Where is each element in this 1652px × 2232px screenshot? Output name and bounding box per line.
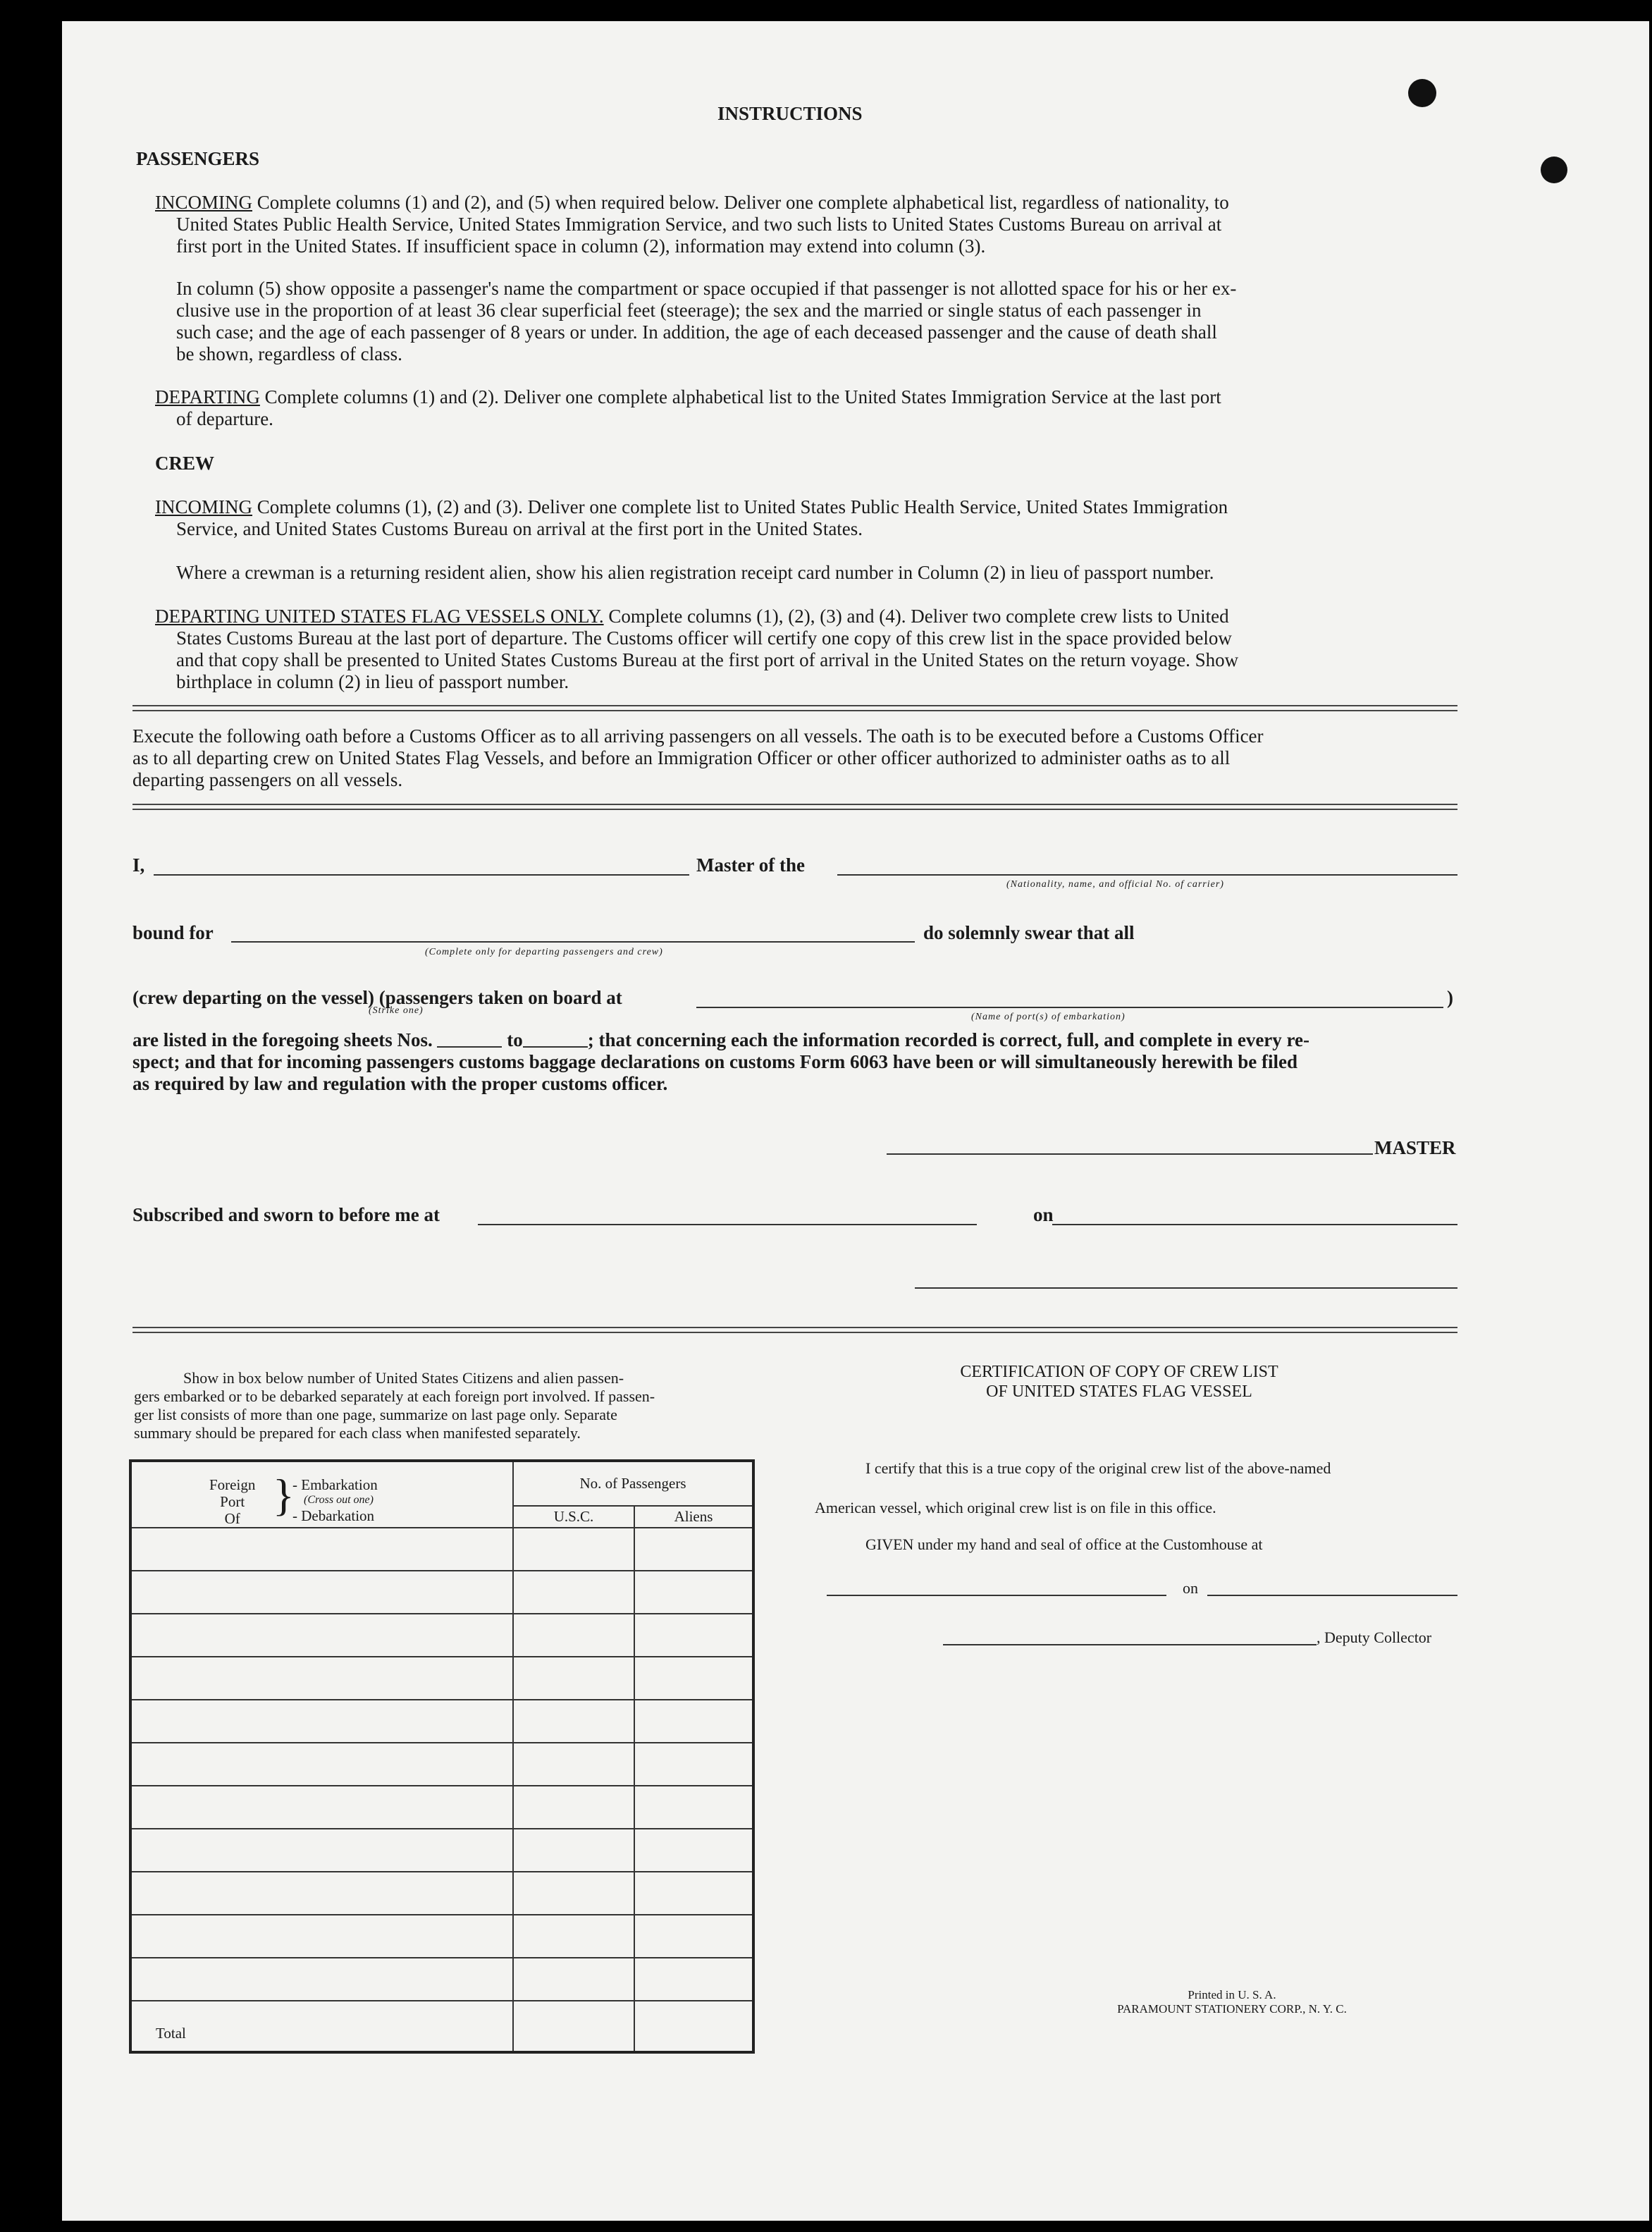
page-title: INSTRUCTIONS	[717, 103, 863, 124]
deputy-collector-label: , Deputy Collector	[1317, 1629, 1432, 1646]
section-divider-2	[132, 804, 1457, 810]
carrier-field[interactable]	[837, 874, 1457, 876]
crew-departing-text1: Complete columns (1), (2), (3) and (4). Deliver two complete crew lists to United	[608, 606, 1229, 627]
summary-note-line2: gers embarked or to be debarked separately at each foreign port involved. If passen-	[134, 1387, 655, 1405]
listed-rest-label: ; that concerning each the information recorded is correct, full, and complete in every re-	[587, 1029, 1310, 1050]
port-header-cell	[130, 1461, 513, 1528]
col-embarkation: - Embarkation	[292, 1476, 378, 1493]
usc-cell[interactable]	[513, 1958, 634, 2001]
column5-line4: be shown, regardless of class.	[176, 343, 402, 364]
col-cross-out: (Cross out one)	[304, 1494, 374, 1506]
aliens-cell[interactable]	[634, 1915, 753, 1958]
customhouse-field[interactable]	[827, 1595, 1166, 1596]
total-label: Total	[130, 2001, 513, 2052]
aliens-cell[interactable]	[634, 1829, 753, 1872]
passengers-departing-label: DEPARTING	[155, 386, 260, 407]
crew-incoming-label: INCOMING	[155, 496, 252, 517]
passengers-incoming-line1	[155, 192, 1229, 214]
summary-row	[130, 1786, 753, 1829]
port-cell[interactable]	[130, 1743, 513, 1786]
section-divider-3	[132, 1327, 1457, 1333]
summary-row	[130, 1958, 753, 2001]
usc-cell[interactable]	[513, 1571, 634, 1614]
port-cell[interactable]	[130, 1915, 513, 1958]
sworn-date-field[interactable]	[1052, 1224, 1457, 1225]
solemnly-swear-label: do solemnly swear that all	[923, 922, 1135, 943]
column5-line2: clusive use in the proportion of at least 36 clear superficial feet (steerage); the sex and the married or single status of each passenger in	[176, 300, 1202, 321]
aliens-cell[interactable]	[634, 1657, 753, 1700]
certification-title	[851, 1362, 1387, 1402]
summary-row	[130, 1743, 753, 1786]
col-port: Port	[220, 1493, 245, 1510]
summary-row	[130, 1571, 753, 1614]
brace-icon: }	[273, 1470, 295, 1520]
given-line: GIVEN under my hand and seal of office at the Customhouse at	[865, 1535, 1263, 1553]
crew-resident-note: Where a crewman is a returning resident alien, show his alien registration receipt card number in Column (2) in lieu of passport number.	[176, 562, 1214, 583]
sheet-from-field[interactable]	[437, 1046, 502, 1048]
master-label: MASTER	[1374, 1137, 1456, 1158]
oath-line6: as required by law and regulation with the proper customs officer.	[132, 1073, 668, 1094]
form-sheet	[62, 21, 1649, 2221]
port-cell[interactable]	[130, 1786, 513, 1829]
bound-for-field[interactable]	[231, 941, 915, 943]
summary-row	[130, 1657, 753, 1700]
aliens-cell[interactable]	[634, 1786, 753, 1829]
summary-note	[134, 1369, 655, 1442]
usc-cell[interactable]	[513, 1743, 634, 1786]
officer-signature-field[interactable]	[915, 1287, 1457, 1289]
punch-hole-top	[1408, 79, 1436, 107]
crew-departing-label: DEPARTING UNITED STATES FLAG VESSELS ONLY.	[155, 606, 604, 627]
crew-departing-line3: and that copy shall be presented to United States Customs Bureau at the first port of arrival in the United States on the return voyage. Show	[176, 649, 1239, 670]
port-cell[interactable]	[130, 1829, 513, 1872]
passenger-summary-table	[129, 1459, 755, 2054]
oath-line5: spect; and that for incoming passengers customs baggage declarations on customs Form 6063 have been or will simultaneously herewith be filed	[132, 1051, 1297, 1072]
port-cell[interactable]	[130, 1958, 513, 2001]
bound-for-caption: (Complete only for departing passengers and crew)	[425, 947, 663, 957]
subscribed-label: Subscribed and sworn to before me at	[132, 1204, 440, 1225]
col-foreign: Foreign	[209, 1476, 256, 1493]
usc-cell[interactable]	[513, 1700, 634, 1743]
summary-row	[130, 1915, 753, 1958]
usc-cell[interactable]	[513, 1657, 634, 1700]
summary-header-row	[130, 1461, 753, 1506]
sworn-on-label: on	[1033, 1204, 1054, 1225]
passengers-incoming-label: INCOMING	[155, 192, 252, 213]
summary-row	[130, 1700, 753, 1743]
crew-incoming-text1: Complete columns (1), (2) and (3). Deliver one complete list to United States Public Health Service, United States Immigration	[257, 496, 1228, 517]
crew-incoming-line1	[155, 496, 1228, 518]
close-paren: )	[1447, 987, 1453, 1008]
embarkation-port-field[interactable]	[696, 1007, 1443, 1008]
printer-name: PARAMOUNT STATIONERY CORP., N. Y. C.	[1117, 2002, 1347, 2016]
aliens-cell[interactable]	[634, 1528, 753, 1571]
aliens-cell[interactable]	[634, 1700, 753, 1743]
summary-note-line4: summary should be prepared for each class when manifested separately.	[134, 1424, 581, 1442]
carrier-caption: (Nationality, name, and official No. of carrier)	[1006, 879, 1224, 890]
master-signature-field[interactable]	[887, 1153, 1373, 1155]
crew-departing-line2: States Customs Bureau at the last port of departure. The Customs officer will certify one copy of this crew list in the space provided below	[176, 627, 1232, 649]
summary-row	[130, 1614, 753, 1657]
usc-header: U.S.C.	[513, 1506, 634, 1528]
summary-note-line3: ger list consists of more than one page, summarize on last page only. Separate	[134, 1406, 617, 1423]
certification-title-line1: CERTIFICATION OF COPY OF CREW LIST	[960, 1363, 1278, 1381]
punch-hole-right	[1541, 157, 1567, 183]
passengers-departing-line1	[155, 386, 1221, 408]
aliens-cell[interactable]	[634, 1614, 753, 1657]
crew-departing-line4: birthplace in column (2) in lieu of passport number.	[176, 671, 569, 692]
usc-cell[interactable]	[513, 1829, 634, 1872]
no-passengers-header: No. of Passengers	[513, 1461, 753, 1506]
port-cell[interactable]	[130, 1528, 513, 1571]
passengers-heading: PASSENGERS	[136, 148, 260, 169]
crew-departing-line1	[155, 606, 1229, 627]
aliens-cell[interactable]	[634, 1571, 753, 1614]
listed-line	[132, 1029, 1309, 1051]
oath-intro-line1: Execute the following oath before a Customs Officer as to all arriving passengers on all vessels. The oath is to be executed before a Customs Officer	[132, 725, 1264, 747]
port-cell[interactable]	[130, 1700, 513, 1743]
strike-one-caption: (Strike one)	[369, 1005, 424, 1016]
master-of-the-label: Master of the	[696, 854, 805, 876]
deputy-collector-field[interactable]	[943, 1644, 1317, 1645]
printed-in-usa: Printed in U. S. A.	[1188, 1988, 1276, 2001]
bound-for-label: bound for	[132, 922, 214, 943]
crew-incoming-line2: Service, and United States Customs Bureau on arrival at the first port in the United States.	[176, 518, 863, 539]
section-divider-1	[132, 705, 1457, 711]
sheet-to-field[interactable]	[523, 1046, 588, 1048]
summary-note-line1: Show in box below number of United States Citizens and alien passen-	[183, 1369, 624, 1387]
summary-row	[130, 1528, 753, 1571]
listed-to-label: to	[507, 1029, 523, 1050]
crew-heading: CREW	[155, 453, 215, 474]
usc-total-cell[interactable]	[513, 2001, 634, 2052]
aliens-cell[interactable]	[634, 1743, 753, 1786]
col-debarkation: - Debarkation	[292, 1507, 375, 1524]
column5-line1: In column (5) show opposite a passenger's name the compartment or space occupied if that passenger is not allotted space for his or her ex-	[176, 278, 1237, 299]
usc-cell[interactable]	[513, 1614, 634, 1657]
embarkation-caption: (Name of port(s) of embarkation)	[971, 1012, 1126, 1022]
passengers-departing-line2: of departure.	[176, 408, 273, 429]
oath-i-label: I,	[132, 854, 145, 876]
passengers-incoming-line3: first port in the United States. If insufficient space in column (2), information may extend into column (3).	[176, 235, 986, 257]
cert-date-field[interactable]	[1207, 1595, 1457, 1596]
passengers-departing-text1: Complete columns (1) and (2). Deliver one complete alphabetical list to the United States Immigration Service at the last port	[264, 386, 1221, 407]
aliens-cell[interactable]	[634, 1958, 753, 2001]
oath-intro-line3: departing passengers on all vessels.	[132, 769, 403, 790]
summary-total-row	[130, 2001, 753, 2052]
summary-row	[130, 1872, 753, 1915]
master-name-field[interactable]	[154, 874, 689, 876]
printer-footer	[1070, 1988, 1394, 2016]
crew-departing-vessel-label: (crew departing on the vessel) (passengers taken on board at	[132, 987, 622, 1008]
port-cell[interactable]	[130, 1872, 513, 1915]
certify-line2: American vessel, which original crew list is on file in this office.	[815, 1499, 1216, 1516]
certify-line1: I certify that this is a true copy of the original crew list of the above-named	[865, 1459, 1331, 1477]
aliens-cell[interactable]	[634, 1872, 753, 1915]
listed-sheets-label: are listed in the foregoing sheets Nos.	[132, 1029, 433, 1050]
usc-cell[interactable]	[513, 1915, 634, 1958]
port-cell[interactable]	[130, 1571, 513, 1614]
summary-row	[130, 1829, 753, 1872]
port-cell[interactable]	[130, 1657, 513, 1700]
usc-cell[interactable]	[513, 1528, 634, 1571]
cert-on-label: on	[1183, 1579, 1198, 1597]
sworn-place-field[interactable]	[478, 1224, 977, 1225]
oath-intro-line2: as to all departing crew on United States Flag Vessels, and before an Immigration Officer or other officer authorized to administer oaths as to all	[132, 747, 1231, 768]
passengers-incoming-text1: Complete columns (1) and (2), and (5) when required below. Deliver one complete alphabetical list, regardless of nationality, to	[257, 192, 1229, 213]
certification-title-line2: OF UNITED STATES FLAG VESSEL	[986, 1382, 1252, 1401]
port-cell[interactable]	[130, 1614, 513, 1657]
passengers-incoming-line2: United States Public Health Service, United States Immigration Service, and two such lists to United States Customs Bureau on arrival at	[176, 214, 1222, 235]
usc-cell[interactable]	[513, 1872, 634, 1915]
aliens-header: Aliens	[634, 1506, 753, 1528]
usc-cell[interactable]	[513, 1786, 634, 1829]
column5-line3: such case; and the age of each passenger of 8 years or under. In addition, the age of each deceased passenger and the cause of death shall	[176, 321, 1217, 343]
col-of: Of	[224, 1510, 240, 1527]
aliens-total-cell[interactable]	[634, 2001, 753, 2052]
